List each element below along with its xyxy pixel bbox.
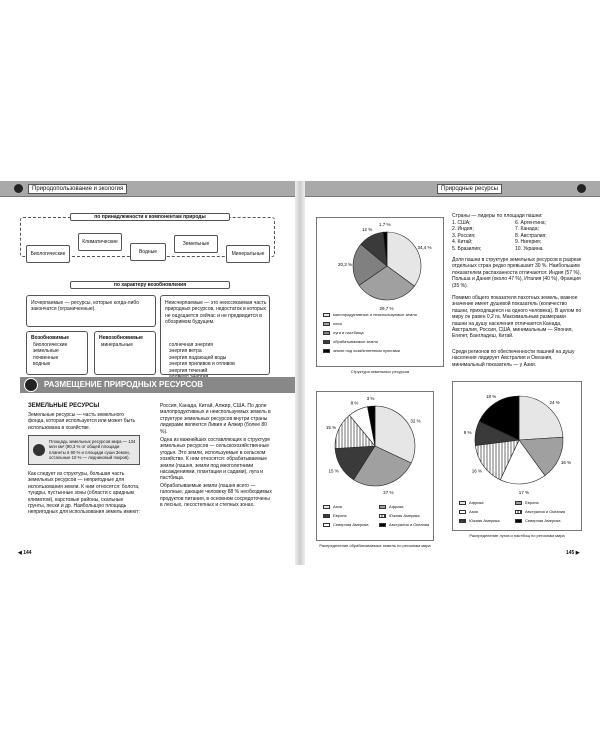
land-paragraph-3: Россия, Канада, Китай, Алжир, США. По доле малопродуктивных и неиспользуемых земель в структуре земельных ресурсов внутри страны лидерами являются Ливия и Алжир (более 80 %). bbox=[160, 403, 271, 435]
pasture-caption: Распределение лугов и пастбищ по регионам мира bbox=[469, 533, 565, 538]
legend-swatch bbox=[379, 505, 386, 509]
pasture-chart-box bbox=[452, 381, 582, 531]
left-header-title: Природопользование и экология bbox=[28, 184, 127, 194]
legend-label: Южная Америка bbox=[469, 518, 500, 523]
leaders-list-right bbox=[515, 220, 580, 252]
legend-swatch bbox=[459, 510, 466, 514]
components-title: по принадлежности к компонентам природы bbox=[70, 213, 230, 221]
legend-label: Северная Америка bbox=[525, 518, 561, 523]
right-paragraph-2: Помимо общего показателя пахотных земель, важное значение имеет душевой показатель (количество пашни, приходящееся на одного человека). В целом по миру он равен 0,2 га. Максимальным размерами пашни на душу населения отличаются Канада, Австралия, Россия, США, минимальным — Япония, Египет, Бангладеш, Китай. bbox=[452, 295, 582, 340]
list-item: 4. Китай; bbox=[452, 239, 473, 246]
legend-label: Европа bbox=[525, 500, 539, 505]
legend-label: обрабатываемые земли bbox=[333, 339, 378, 344]
list-item: 5. Бразилия; bbox=[452, 245, 482, 252]
list-item: энергия течений bbox=[169, 367, 208, 374]
list-item: земельные bbox=[33, 348, 59, 355]
legend-label: Азия bbox=[333, 504, 342, 509]
legend-label: Южная Америка bbox=[389, 513, 420, 518]
renewable-box bbox=[26, 331, 88, 375]
slice-value-label: 1,7 % bbox=[378, 222, 391, 228]
legend-swatch bbox=[515, 510, 522, 514]
land-paragraph-4: Одна из важнейших составляющих в структуре земельных ресурсов — сельскохозяйственные угодья. Это земли, используемые в сельском хозяйстве. К ним относятся: обрабатываемые земли (пашня, земли под многолетними насаждениями, плантации и садами), луга и пастбища. bbox=[160, 437, 271, 482]
slice-value-label: 15 % bbox=[328, 468, 339, 474]
renewable-list bbox=[33, 342, 67, 368]
legend-swatch bbox=[323, 523, 330, 527]
land-paragraph-1: Земельные ресурсы — часть земельного фонда, которая используется или может быть использована в хозяйстве. bbox=[28, 412, 136, 431]
list-item: энергия приливов и отливов bbox=[169, 361, 235, 368]
page-gutter bbox=[295, 181, 305, 565]
slice-value-label: 32 % bbox=[410, 418, 421, 424]
legend-entry bbox=[323, 504, 342, 509]
category-climatic: Климатические bbox=[78, 233, 122, 251]
leaders-title: Страны — лидеры по площади пашни: bbox=[452, 213, 543, 219]
slice-value-label: 18 % bbox=[486, 394, 497, 400]
slice-value-label: 12 % bbox=[361, 227, 373, 233]
legend-swatch bbox=[323, 313, 330, 317]
land-title: ЗЕМЕЛЬНЫЕ РЕСУРСЫ bbox=[28, 403, 100, 409]
leaders-list-left bbox=[452, 220, 512, 252]
nonrenewable-title: Невозобновимые bbox=[99, 335, 143, 341]
renewable-title: Возобновимые bbox=[31, 335, 70, 341]
legend-label: малопродуктивные и неиспользуемые земли bbox=[333, 312, 417, 317]
right-page-header bbox=[305, 181, 600, 197]
legend-label: Австралия и Океания bbox=[389, 522, 430, 527]
legend-entry bbox=[323, 321, 342, 326]
legend-label: Европа bbox=[333, 513, 347, 518]
list-item: 2. Индия; bbox=[452, 226, 474, 233]
cultivated-caption: Распределение обрабатываемых земель по регионам мира bbox=[319, 543, 431, 548]
legend-entry bbox=[379, 513, 420, 518]
legend-entry bbox=[515, 509, 565, 514]
slice-value-label: 24 % bbox=[549, 400, 560, 406]
list-item: минеральные bbox=[101, 342, 133, 348]
legend-entry bbox=[459, 518, 500, 523]
category-land: Земельные bbox=[174, 235, 218, 253]
slice-value-label: 3 % bbox=[366, 396, 375, 402]
globe-icon bbox=[24, 378, 38, 392]
slice-value-label: 16 % bbox=[471, 468, 483, 474]
slice-value-label: 9 % bbox=[463, 429, 472, 435]
slice-value-label: 16 % bbox=[560, 460, 572, 466]
right-paragraph-3: Среди регионов по обеспеченности пашней на душу населения лидирует Австралия и Океания, минимальный показатель — у Азии. bbox=[452, 349, 575, 368]
list-item: 7. Канада; bbox=[515, 226, 539, 233]
legend-entry bbox=[515, 500, 539, 505]
book-spread bbox=[0, 181, 600, 565]
land-structure-pie bbox=[317, 218, 443, 311]
list-item: энергия ветра bbox=[169, 348, 202, 355]
slice-value-label: 17 % bbox=[518, 489, 530, 495]
land-note-box bbox=[28, 435, 140, 465]
nonrenewable-list bbox=[101, 342, 133, 348]
section-title: РАЗМЕЩЕНИЕ ПРИРОДНЫХ РЕСУРСОВ bbox=[44, 380, 204, 389]
legend-swatch bbox=[379, 514, 386, 518]
list-item: водные bbox=[33, 361, 51, 368]
legend-label: Африка bbox=[389, 504, 404, 509]
category-water: Водные bbox=[130, 243, 166, 261]
slice-value-label: 29,7 % bbox=[379, 305, 394, 311]
legend-swatch bbox=[323, 514, 330, 518]
legend-label: леса bbox=[333, 321, 342, 326]
legend-label: Северная Америка bbox=[333, 522, 369, 527]
legend-label: Австралия и Океания bbox=[525, 509, 566, 514]
land-structure-caption: Структура земельных ресурсов bbox=[350, 369, 410, 374]
legend-entry bbox=[459, 500, 484, 505]
nonrenewable-box bbox=[94, 331, 156, 375]
category-biological: Биологические bbox=[26, 245, 70, 263]
legend-swatch bbox=[459, 519, 466, 523]
legend-entry bbox=[459, 509, 478, 514]
legend-entry bbox=[323, 513, 347, 518]
legend-label: Африка bbox=[469, 500, 484, 505]
exhaustible-text: Исчерпаемые — ресурсы, которые когда-либо закончатся (ограниченные). bbox=[31, 300, 140, 313]
compass-icon bbox=[14, 184, 23, 193]
list-item: солнечная энергия bbox=[169, 342, 213, 348]
legend-label: земли под хозяйственным пунктами bbox=[333, 348, 401, 353]
legend-swatch bbox=[323, 505, 330, 509]
list-item: 1. США; bbox=[452, 220, 471, 226]
legend-label: Азия bbox=[469, 509, 478, 514]
slice-value-label: 15 % bbox=[325, 424, 337, 430]
cultivated-pie bbox=[317, 392, 433, 496]
pasture-pie bbox=[453, 382, 581, 495]
renewal-title: по характеру возобновления bbox=[70, 281, 230, 289]
right-paragraph-1: Доля пашни в структуре земельных ресурсов в разрезе отдельных стран редко превышает 30 %. Наибольшим показателем распаханности отличаются: Индия (57 %), Польша и Дания (около 47 %), Италия (40 %), Франция (35 %). bbox=[452, 257, 582, 289]
cultivated-chart-box bbox=[316, 391, 434, 541]
compass-icon bbox=[577, 184, 586, 193]
legend-entry bbox=[379, 504, 404, 509]
legend-swatch bbox=[515, 501, 522, 505]
left-page-number: ◀ 144 bbox=[18, 550, 32, 556]
land-structure-chart-box bbox=[316, 217, 444, 367]
slice-value-label: 27 % bbox=[383, 490, 394, 496]
land-note: Площадь земельных ресурсов мира — 134 млн км² (90,3 % от общей площади планеты в 90 % и площади суши Земли, остальные 10 % — ледниковый покров). bbox=[49, 439, 136, 461]
list-item: почвенные bbox=[33, 354, 59, 361]
section-heading bbox=[20, 377, 295, 393]
legend-swatch bbox=[323, 349, 330, 353]
inexhaustible-list bbox=[169, 342, 269, 380]
inexhaustible-text: Неисчерпаемые — это неиссякаемая часть природных ресурсов, недостаток в которых не ощущается сейчас и не предвидится в обозримом будущем. bbox=[165, 300, 267, 326]
legend-swatch bbox=[459, 501, 466, 505]
legend-entry bbox=[323, 339, 378, 344]
legend-swatch bbox=[379, 523, 386, 527]
slice-value-label: 20,3 % bbox=[338, 262, 353, 268]
list-item: 10. Украина. bbox=[515, 245, 544, 252]
land-paragraph-5: Обрабатываемые земли (пашня всего — гаполные, дающие человеку 88 % необходимых продуктов питания, в основном сосредоточены в лесных, лесостепных и степных зонах. bbox=[160, 483, 272, 509]
legend-entry bbox=[379, 522, 429, 527]
list-item: 9. Нигерия; bbox=[515, 239, 542, 246]
right-header-title: Природные ресурсы bbox=[437, 184, 502, 194]
left-page-header bbox=[0, 181, 295, 197]
list-item: 8. Австралия; bbox=[515, 232, 547, 239]
legend-swatch bbox=[515, 519, 522, 523]
legend-swatch bbox=[323, 322, 330, 326]
land-paragraph-2: Как следует из структуры, большая часть земельных ресурсов — непригодные для использования земли. К ним относятся: болота, тундры, пустынные зоны (области с аридным климатом), карстовые районы, скальные грунты, пески и др. Наибольшую площадь непригодных для использования земель имеют: bbox=[28, 471, 140, 516]
right-page-number: 145 ▶ bbox=[566, 550, 580, 556]
list-item: 6. Аргентина; bbox=[515, 220, 546, 226]
slice-value-label: 34,4 % bbox=[417, 245, 432, 251]
legend-swatch bbox=[323, 340, 330, 344]
slice-value-label: 8 % bbox=[350, 400, 359, 406]
legend-label: луга и пастбища bbox=[333, 330, 364, 335]
legend-entry bbox=[323, 348, 400, 353]
list-item: 3. Россия; bbox=[452, 232, 476, 239]
exhaustible-box bbox=[26, 295, 156, 327]
info-icon bbox=[33, 444, 45, 456]
list-item: биологические bbox=[33, 342, 68, 348]
category-mineral: Минеральные bbox=[226, 245, 270, 263]
legend-entry bbox=[515, 518, 561, 523]
legend-swatch bbox=[323, 331, 330, 335]
list-item: энергия падающей воды bbox=[169, 354, 227, 361]
legend-entry bbox=[323, 330, 364, 335]
legend-entry bbox=[323, 522, 369, 527]
inexhaustible-box bbox=[160, 295, 270, 375]
legend-entry bbox=[323, 312, 417, 317]
